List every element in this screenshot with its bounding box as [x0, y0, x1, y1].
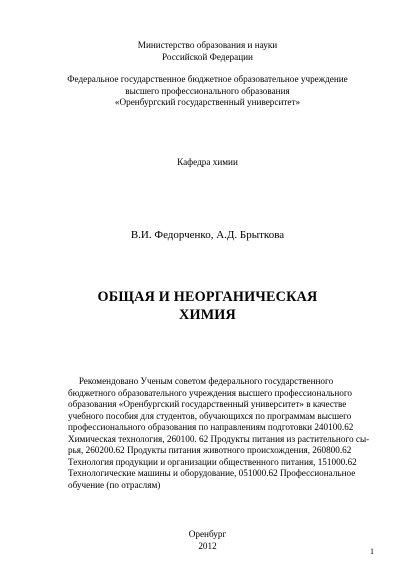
institution-line-3: «Оренбургский государственный университет» [114, 97, 301, 107]
ministry-line-1: Министерство образования и науки [137, 40, 278, 50]
imprint-year: 2012 [198, 540, 217, 551]
ministry-line-2: Российской Федерации [162, 51, 253, 62]
recommendation-line-2: бюджетного образовательного учреждения высшего профессионального [68, 387, 353, 398]
book-title-line-1: ОБЩАЯ И НЕОРГАНИЧЕСКАЯ [97, 289, 318, 305]
institution-line-1: Федеральное государственное бюджетное образовательное учреждение [67, 74, 348, 84]
imprint-city: Оренбург [188, 529, 227, 539]
recommendation-line-7: рья, 260200.62 Продукты питания животного происхождения, 260800.62 [68, 445, 352, 455]
book-title [0, 289, 415, 324]
recommendation-text [68, 376, 370, 491]
imprint [0, 529, 415, 552]
recommendation-line-8: Технология продукции и организации общественного питания, 151000.62 [68, 456, 357, 467]
recommendation-line-9: Технологические машины и оборудование, 051000.62 Профессиональное [68, 468, 356, 478]
page-number: 1 [370, 547, 374, 556]
ministry-header [0, 40, 415, 63]
institution-line-2: высшего профессионального образования [125, 85, 290, 96]
institution-header [0, 74, 415, 109]
department-name: Кафедра химии [177, 157, 238, 167]
recommendation-line-5: профессионального образования по направлениям подготовки 240100.62 [68, 422, 354, 432]
authors: В.И. Федорченко, А.Д. Брыткова [130, 229, 285, 241]
recommendation-line-3: образования «Оренбургский государственный университет» в качестве [68, 399, 347, 409]
recommendation-line-4: учебного пособия для студентов, обучающихся по программам высшего [68, 410, 352, 421]
recommendation-line-1: Рекомендовано Ученым советом федерального государственного [78, 376, 334, 386]
recommendation-line-6: Химическая технология, 260100. 62 Продукты питания из растительного сы- [68, 433, 370, 444]
book-title-line-2: ХИМИЯ [179, 306, 236, 323]
recommendation-line-10: обучение (по отраслям) [68, 479, 161, 490]
